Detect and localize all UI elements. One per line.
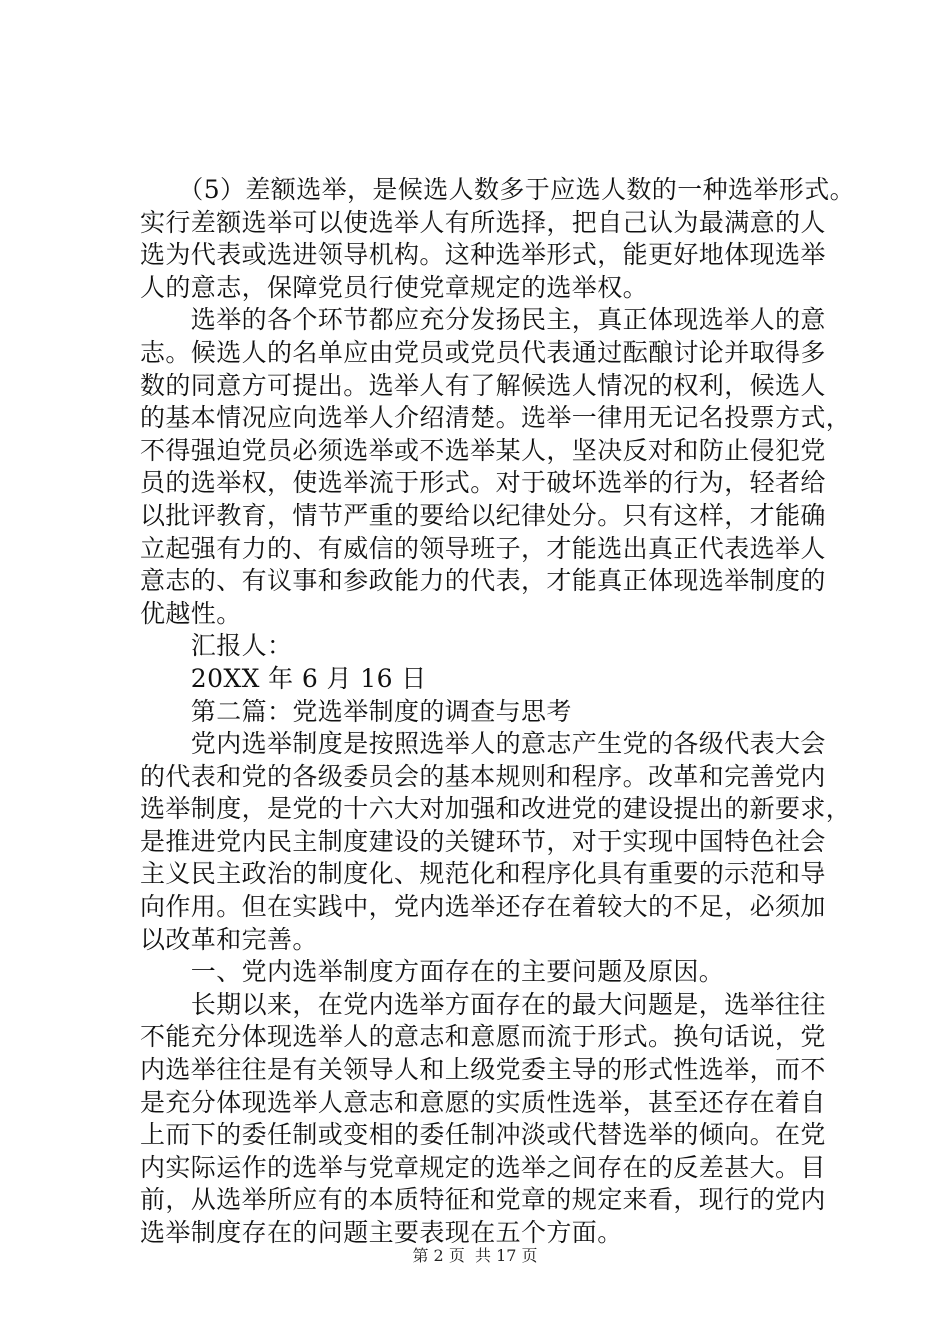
text-line: 选为代表或选进领导机构。这种选举形式，能更好地体现选举	[140, 240, 826, 270]
text-line: 的代表和党的各级委员会的基本规则和程序。改革和完善党内	[140, 761, 826, 791]
text-line: 向作用。但在实践中，党内选举还存在着较大的不足，必须加	[140, 892, 826, 922]
text-line: （5）差额选举，是候选人数多于应选人数的一种选举形式。	[140, 175, 856, 204]
document-body	[140, 174, 856, 1250]
text-line: 选举的各个环节都应充分发扬民主，真正体现选举人的意	[140, 305, 826, 335]
text-line: 以批评教育，情节严重的要给以纪律处分。只有这样，才能确	[140, 500, 826, 530]
text-line: 是推进党内民主制度建设的关键环节，对于实现中国特色社会	[140, 826, 826, 856]
text-line: 党内选举制度是按照选举人的意志产生党的各级代表大会	[140, 729, 826, 759]
text-line: 不得强迫党员必须选举或不选举某人，坚决反对和防止侵犯党	[140, 435, 826, 465]
text-line: 优越性。	[140, 598, 242, 628]
text-line: 的基本情况应向选举人介绍清楚。选举一律用无记名投票方式，	[140, 403, 852, 433]
page-footer: 第 2 页 共 17 页	[412, 1246, 538, 1265]
text-line: 人的意志，保障党员行使党章规定的选举权。	[140, 272, 649, 302]
text-line: 员的选举权，使选举流于形式。对于破坏选举的行为，轻者给	[140, 468, 826, 498]
text-line: 内实际运作的选举与党章规定的选举之间存在的反差甚大。目	[140, 1152, 826, 1182]
text-line: 立起强有力的、有威信的领导班子，才能选出真正代表选举人	[140, 533, 826, 563]
text-line: 上而下的委任制或变相的委任制冲淡或代替选举的倾向。在党	[140, 1120, 826, 1150]
text-line: 是充分体现选举人意志和意愿的实质性选举，甚至还存在着自	[140, 1087, 826, 1117]
report-date: 20XX 年 6 月 16 日	[140, 663, 427, 693]
text-line: 以改革和完善。	[140, 924, 318, 954]
section-title: 第二篇：党选举制度的调查与思考	[140, 696, 572, 726]
text-line: 前，从选举所应有的本质特征和党章的规定来看，现行的党内	[140, 1185, 826, 1215]
text-line: 数的同意方可提出。选举人有了解候选人情况的权利，候选人	[140, 370, 826, 400]
reporter-label: 汇报人：	[140, 631, 293, 661]
subsection-heading: 一、党内选举制度方面存在的主要问题及原因。	[140, 957, 725, 987]
text-line: 长期以来，在党内选举方面存在的最大问题是，选举往往	[140, 989, 826, 1019]
text-line: 实行差额选举可以使选举人有所选择，把自己认为最满意的人	[140, 207, 826, 237]
text-line: 意志的、有议事和参政能力的代表，才能真正体现选举制度的	[140, 566, 826, 596]
text-line: 选举制度，是党的十六大对加强和改进党的建设提出的新要求，	[140, 794, 852, 824]
text-line: 选举制度存在的问题主要表现在五个方面。	[140, 1218, 623, 1247]
text-line: 志。候选人的名单应由党员或党员代表通过酝酿讨论并取得多	[140, 337, 826, 367]
text-line: 不能充分体现选举人的意志和意愿而流于形式。换句话说，党	[140, 1022, 826, 1052]
text-line: 内选举往往是有关领导人和上级党委主导的形式性选举，而不	[140, 1055, 826, 1085]
text-line: 主义民主政治的制度化、规范化和程序化具有重要的示范和导	[140, 859, 826, 889]
